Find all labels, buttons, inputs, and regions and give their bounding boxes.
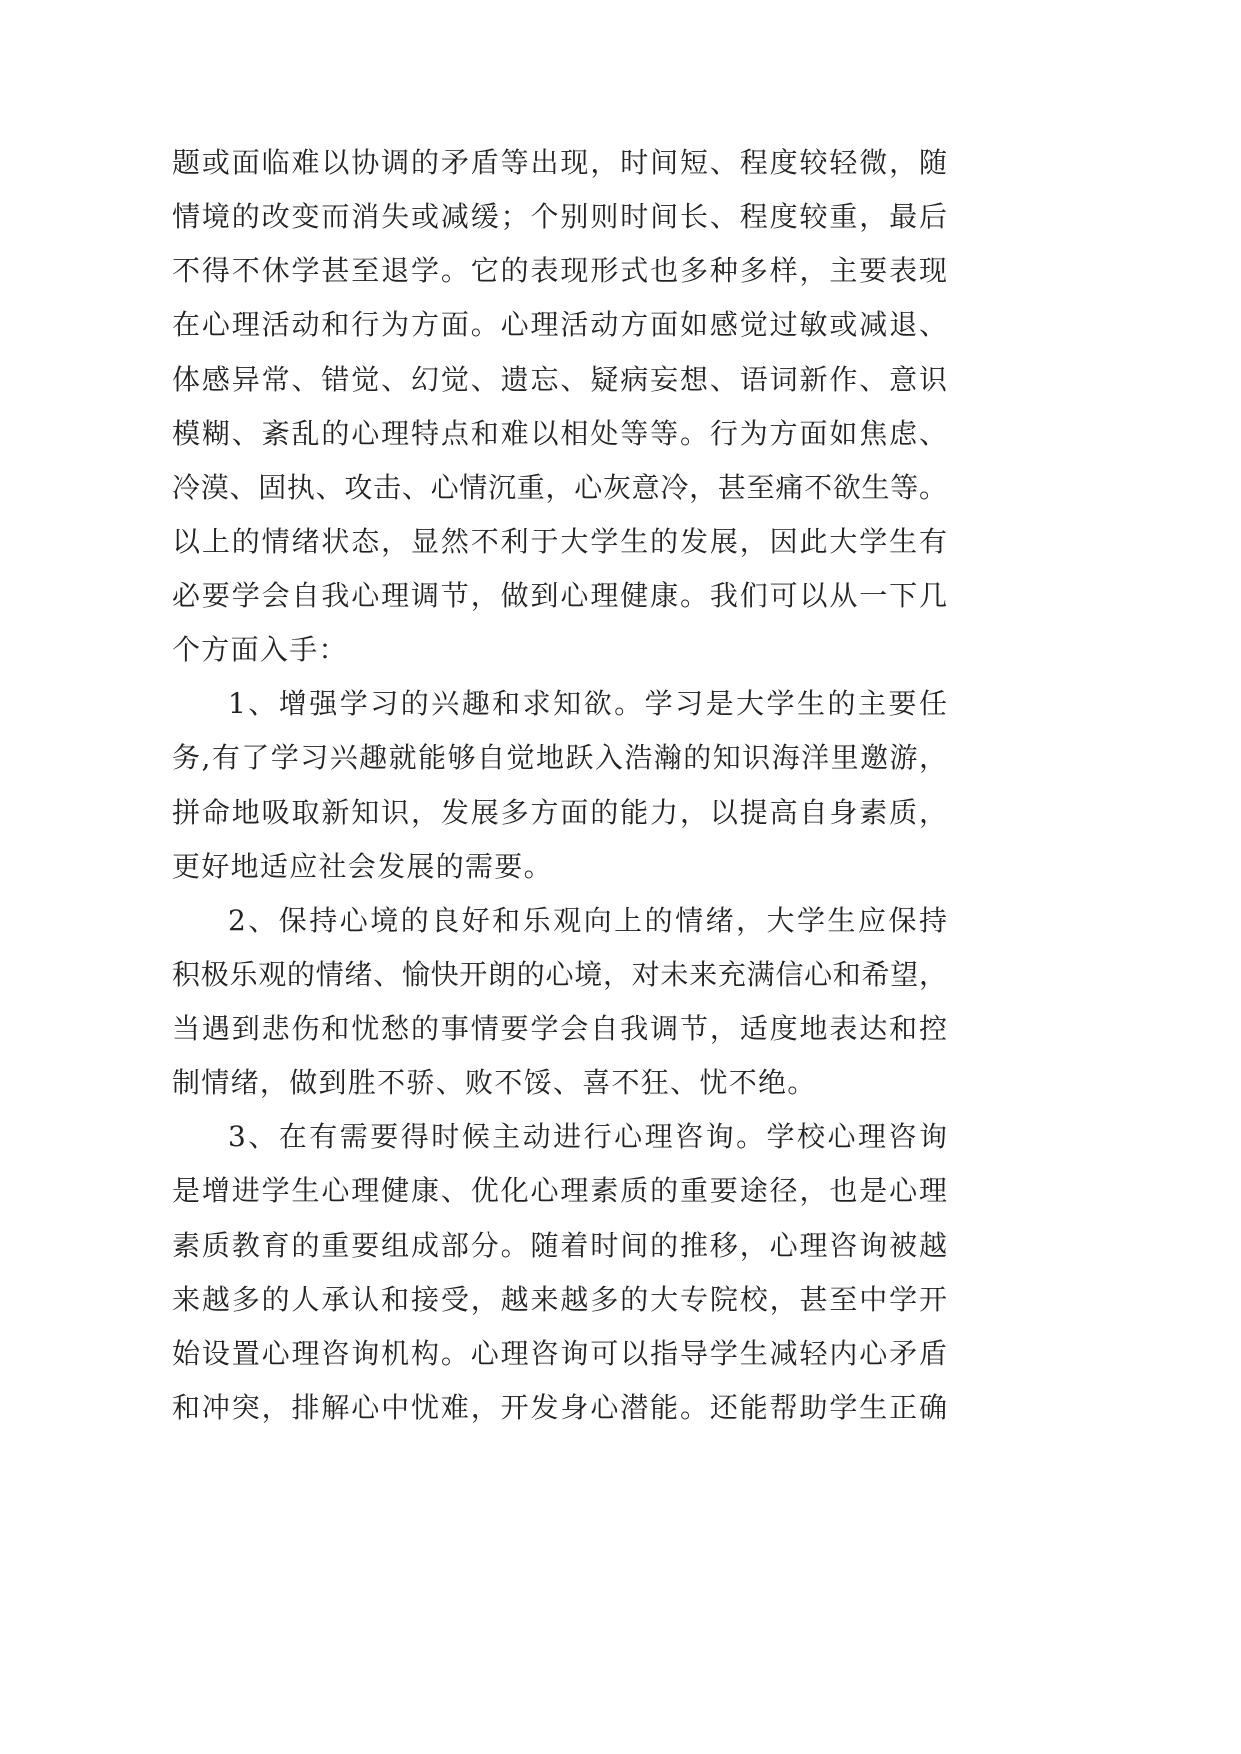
text-line: 制情绪，做到胜不骄、败不馁、喜不狂、忧不绝。 [172, 1066, 817, 1100]
paragraph-point-1 [172, 677, 947, 894]
text-line: 积极乐观的情绪、愉快开朗的心境，对未来充满信心和希望， [172, 957, 947, 991]
text-line: 3、在有需要得时候主动进行心理咨询。学校心理咨询 [228, 1120, 947, 1154]
text-line: 拼命地吸取新知识，发展多方面的能力，以提高自身素质， [172, 795, 947, 829]
text-line: 不得不休学甚至退学。它的表现形式也多种多样，主要表现 [172, 254, 947, 288]
text-line: 模糊、紊乱的心理特点和难以相处等等。行为方面如焦虑、 [172, 416, 947, 450]
text-line: 题或面临难以协调的矛盾等出现，时间短、程度较轻微，随 [172, 146, 947, 179]
text-line: 情境的改变而消失或减缓；个别则时间长、程度较重，最后 [172, 200, 947, 234]
text-line: 始设置心理咨询机构。心理咨询可以指导学生减轻内心矛盾 [172, 1336, 947, 1370]
text-line: 1、增强学习的兴趣和求知欲。学习是大学生的主要任 [228, 687, 947, 721]
text-line: 来越多的人承认和接受，越来越多的大专院校，甚至中学开 [172, 1282, 947, 1316]
text-line: 当遇到悲伤和忧愁的事情要学会自我调节，适度地表达和控 [172, 1012, 947, 1045]
text-line: 以上的情绪状态，显然不利于大学生的发展，因此大学生有 [172, 524, 947, 558]
paragraph-point-2 [172, 894, 947, 1111]
text-line: 必要学会自我心理调节，做到心理健康。我们可以从一下几 [172, 579, 947, 612]
text-line: 务,有了学习兴趣就能够自觉地跃入浩瀚的知识海洋里邀游， [172, 741, 947, 775]
text-line: 冷漠、固执、攻击、心情沉重，心灰意冷，甚至痛不欲生等。 [172, 470, 947, 504]
text-line: 个方面入手： [172, 633, 348, 667]
paragraph-intro [172, 136, 947, 677]
text-line: 2、保持心境的良好和乐观向上的情绪，大学生应保持 [228, 903, 947, 937]
document-body [172, 136, 947, 1435]
text-line: 体感异常、错觉、幻觉、遗忘、疑病妄想、语词新作、意识 [172, 362, 947, 396]
paragraph-point-3 [172, 1110, 947, 1435]
text-line: 更好地适应社会发展的需要。 [172, 849, 553, 883]
text-line: 是增进学生心理健康、优化心理素质的重要途径，也是心理 [172, 1174, 947, 1208]
text-line: 和冲突，排解心中忧难，开发身心潜能。还能帮助学生正确 [172, 1390, 947, 1424]
text-line: 在心理活动和行为方面。心理活动方面如感觉过敏或减退、 [172, 308, 947, 342]
text-line: 素质教育的重要组成部分。随着时间的推移，心理咨询被越 [172, 1228, 947, 1262]
